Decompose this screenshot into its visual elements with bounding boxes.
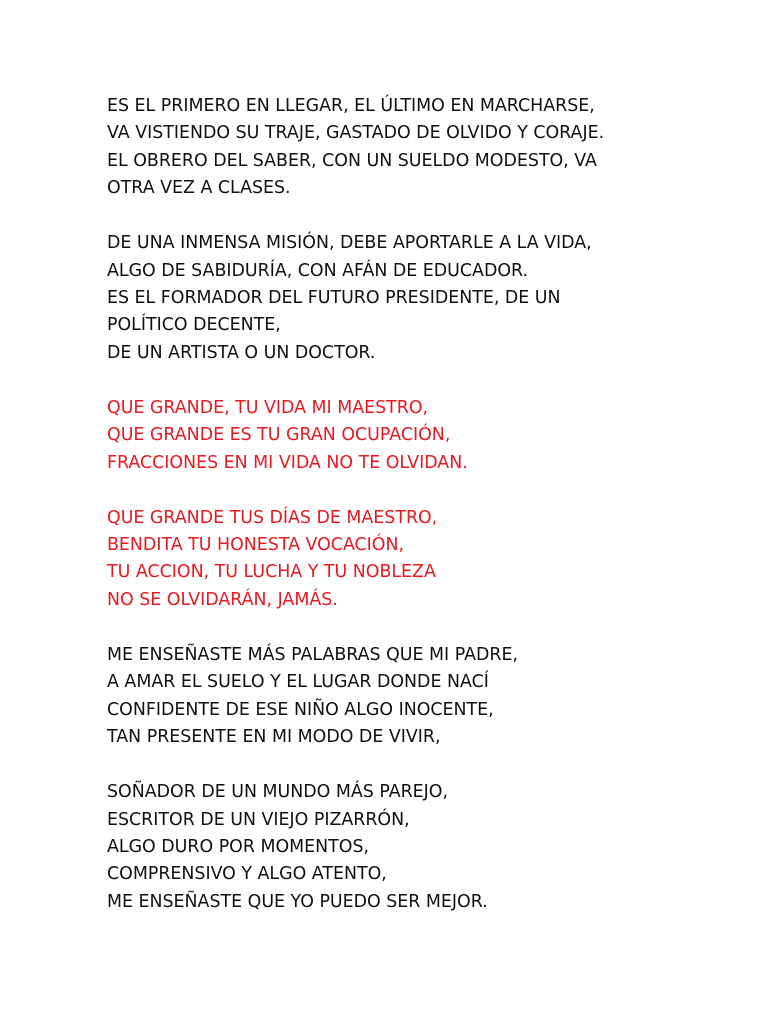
- poem-line: CONFIDENTE DE ESE NIÑO ALGO INOCENTE,: [107, 699, 494, 720]
- chorus-line: QUE GRANDE ES TU GRAN OCUPACIÓN,: [107, 425, 451, 446]
- chorus-line: QUE GRANDE TUS DÍAS DE MAESTRO,: [107, 507, 438, 528]
- poem-line: COMPRENSIVO Y ALGO ATENTO,: [107, 864, 387, 885]
- chorus-line: TU ACCION, TU LUCHA Y TU NOBLEZA: [107, 562, 436, 583]
- stanza-3-chorus: [107, 395, 747, 477]
- stanza-1: [107, 93, 747, 203]
- poem-line: DE UNA INMENSA MISIÓN, DEBE APORTARLE A LA VIDA,: [107, 233, 592, 254]
- poem-line: ALGO DE SABIDURÍA, CON AFÁN DE EDUCADOR.: [107, 260, 529, 281]
- stanza-2: [107, 230, 747, 367]
- poem-line: ES EL PRIMERO EN LLEGAR, EL ÚLTIMO EN MARCHARSE,: [107, 96, 595, 116]
- poem-line: ME ENSEÑASTE QUE YO PUEDO SER MEJOR.: [107, 891, 488, 912]
- stanza-4-chorus: [107, 505, 747, 615]
- chorus-line: FRACCIONES EN MI VIDA NO TE OLVIDAN.: [107, 452, 468, 473]
- poem-line: EL OBRERO DEL SABER, CON UN SUELDO MODESTO, VA: [107, 150, 597, 171]
- poem-line: POLÍTICO DECENTE,: [107, 315, 281, 336]
- poem-line: SOÑADOR DE UN MUNDO MÁS PAREJO,: [107, 782, 449, 803]
- poem-document: [107, 93, 747, 916]
- poem-line: ESCRITOR DE UN VIEJO PIZARRÓN,: [107, 809, 410, 830]
- stanza-6: [107, 779, 747, 916]
- poem-line: ALGO DURO POR MOMENTOS,: [107, 836, 370, 857]
- chorus-line: NO SE OLVIDARÁN, JAMÁS.: [107, 589, 338, 610]
- poem-line: DE UN ARTISTA O UN DOCTOR.: [107, 342, 376, 363]
- poem-line: A AMAR EL SUELO Y EL LUGAR DONDE NACÍ: [107, 672, 489, 693]
- poem-line: OTRA VEZ A CLASES.: [107, 178, 291, 199]
- poem-line: VA VISTIENDO SU TRAJE, GASTADO DE OLVIDO Y CORAJE.: [107, 123, 605, 144]
- poem-line: TAN PRESENTE EN MI MODO DE VIVIR,: [107, 727, 441, 748]
- chorus-line: QUE GRANDE, TU VIDA MI MAESTRO,: [107, 397, 429, 418]
- poem-line: ME ENSEÑASTE MÁS PALABRAS QUE MI PADRE,: [107, 644, 518, 665]
- stanza-5: [107, 642, 747, 752]
- poem-line: ES EL FORMADOR DEL FUTURO PRESIDENTE, DE UN: [107, 288, 561, 309]
- chorus-line: BENDITA TU HONESTA VOCACIÓN,: [107, 535, 405, 556]
